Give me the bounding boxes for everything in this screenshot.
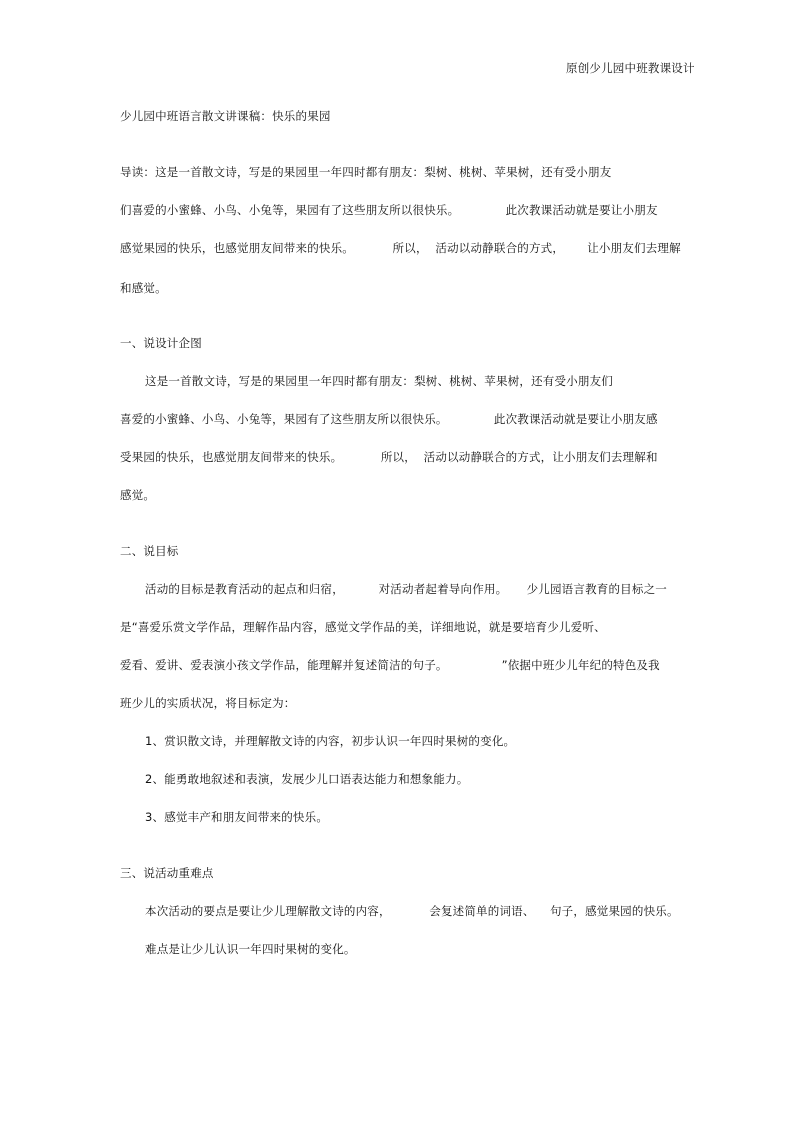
section-heading-design-intent: 一、说设计企图 bbox=[120, 336, 202, 350]
section3-line-2: 难点是让少儿认识一年四时果树的变化。 bbox=[145, 942, 356, 956]
intro-line-4: 和感觉。 bbox=[120, 281, 167, 295]
section1-line-1: 这是一首散文诗，写是的果园里一年四时都有朋友：梨树、桃树、苹果树，还有受小朋友们 bbox=[145, 374, 613, 388]
section-heading-key-points: 三、说活动重难点 bbox=[120, 866, 214, 880]
intro-line-3: 感觉果园的快乐，也感觉朋友间带来的快乐。 所以， 活动以动静联合的方式， 让小朋友们去理解 bbox=[120, 241, 681, 255]
goal-item-3: 3、感觉丰产和朋友间带来的快乐。 bbox=[145, 810, 329, 824]
section3-line-1: 本次活动的要点是要让少儿理解散文诗的内容， 会复述简单的词语、 句子，感觉果园的快乐。 bbox=[145, 904, 679, 918]
document-title: 少儿园中班语言散文讲课稿：快乐的果园 bbox=[120, 109, 331, 123]
intro-line-2: 们喜爱的小蜜蜂、小鸟、小兔等，果园有了这些朋友所以很快乐。 此次教课活动就是要让小朋友 bbox=[120, 203, 658, 217]
section1-line-4: 感觉。 bbox=[120, 488, 156, 502]
section-heading-goals: 二、说目标 bbox=[120, 544, 179, 558]
section1-line-2: 喜爱的小蜜蜂、小鸟、小兔等，果园有了这些朋友所以很快乐。 此次教课活动就是要让小朋友感 bbox=[120, 412, 658, 426]
intro-line-1: 导读：这是一首散文诗，写是的果园里一年四时都有朋友：梨树、桃树、苹果树，还有受小朋友 bbox=[120, 165, 612, 179]
section2-line-1: 活动的目标是教育活动的起点和归宿， 对活动者起着导向作用。 少儿园语言教育的目标之一 bbox=[145, 582, 667, 596]
goal-item-1: 1、赏识散文诗，并理解散文诗的内容，初步认识一年四时果树的变化。 bbox=[145, 734, 516, 748]
section1-line-3: 受果园的快乐，也感觉朋友间带来的快乐。 所以， 活动以动静联合的方式，让小朋友们去理解和 bbox=[120, 450, 658, 464]
running-header: 原创少儿园中班教课设计 bbox=[566, 61, 695, 75]
section2-line-4: 班少儿的实质状况，将目标定为： bbox=[120, 696, 296, 710]
section2-line-3: 爱看、爱讲、爱表演小孩文学作品，能理解并复述简洁的句子。 ”依据中班少儿年纪的特色及我 bbox=[120, 658, 660, 672]
section2-line-2: 是“喜爱乐赏文学作品，理解作品内容，感觉文学作品的美，详细地说，就是要培育少儿爱听、 bbox=[120, 620, 606, 634]
goal-item-2: 2、能勇敢地叙述和表演，发展少儿口语表达能力和想象能力。 bbox=[145, 772, 469, 786]
